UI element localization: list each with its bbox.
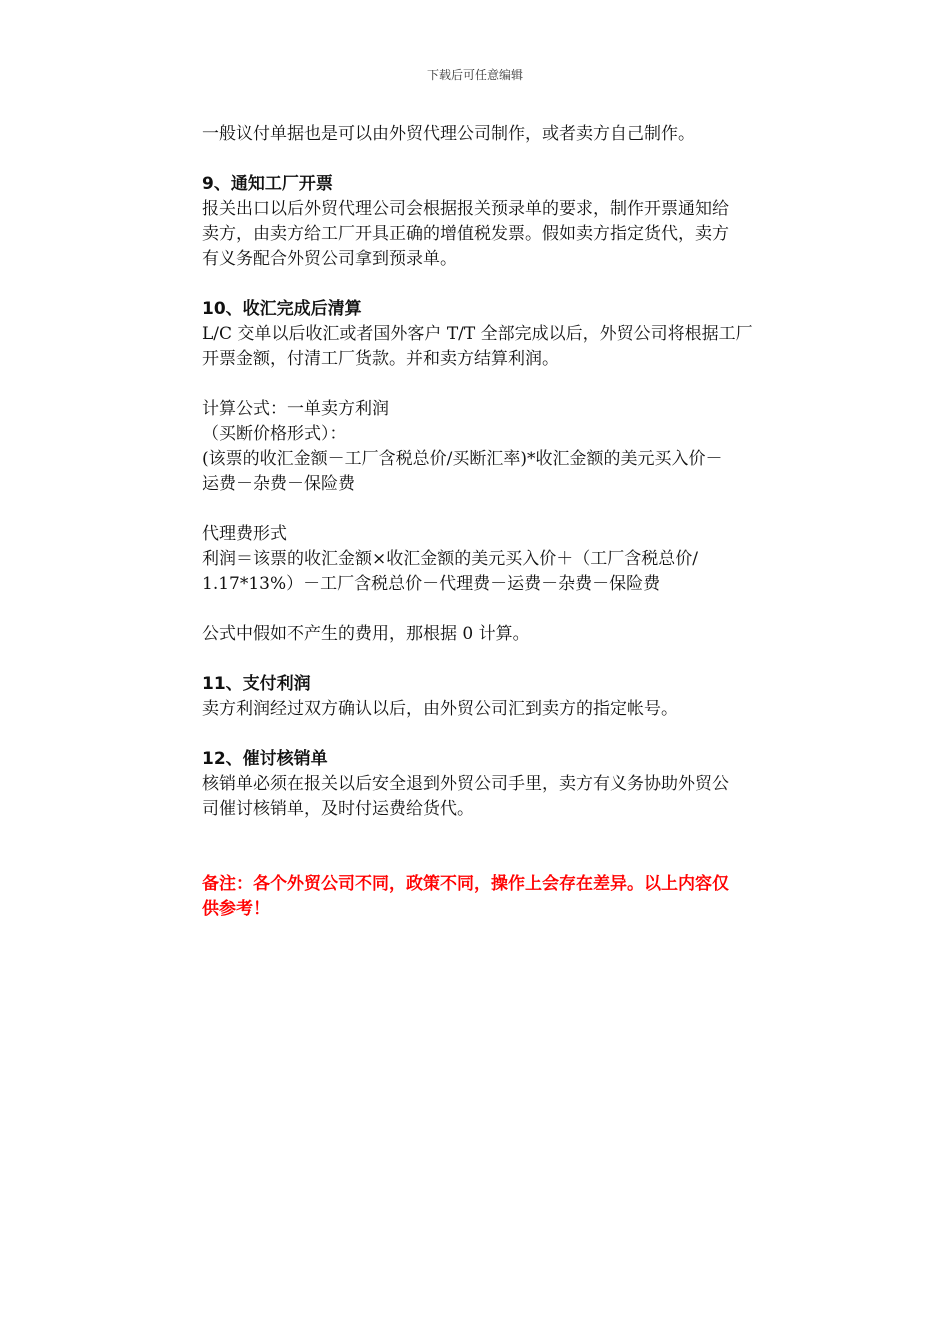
spacer [202, 847, 802, 872]
section-12-line-1: 核销单必须在报关以后安全退到外贸公司手里，卖方有义务协助外贸公 [202, 774, 729, 794]
section-9-heading: 9、通知工厂开票 [202, 174, 333, 194]
spacer [202, 272, 802, 297]
formula-line-1: 计算公式：一单卖方利润 [202, 399, 389, 419]
spacer [202, 822, 802, 847]
zero-cost-note: 公式中假如不产生的费用，那根据 0 计算。 [202, 624, 530, 644]
section-9-line-3: 有义务配合外贸公司拿到预录单。 [202, 249, 457, 269]
spacer [202, 372, 802, 397]
page-header: 下载后可任意编辑 [426, 68, 523, 82]
spacer [202, 147, 802, 172]
section-9-line-2: 卖方，由卖方给工厂开具正确的增值税发票。假如卖方指定货代，卖方 [202, 224, 729, 244]
section-11-heading: 11、支付利润 [202, 674, 311, 694]
section-9-line-1: 报关出口以后外贸代理公司会根据报关预录单的要求，制作开票通知给 [202, 199, 729, 219]
spacer [202, 497, 802, 522]
spacer [202, 722, 802, 747]
document-body [202, 122, 802, 922]
formula-line-2: （买断价格形式）： [202, 424, 347, 444]
formula-line-3: (该票的收汇金额－工厂含税总价/买断汇率)*收汇金额的美元买入价－ [202, 449, 723, 469]
remark-line-1: 备注：各个外贸公司不同，政策不同，操作上会存在差异。以上内容仅 [202, 874, 729, 894]
agency-line-1: 代理费形式 [202, 524, 287, 544]
section-10-line-2: 开票金额，付清工厂货款。并和卖方结算利润。 [202, 349, 559, 369]
spacer [202, 647, 802, 672]
spacer [202, 597, 802, 622]
section-10-heading: 10、收汇完成后清算 [202, 299, 362, 319]
section-10-line-1: L/C 交单以后收汇或者国外客户 T/T 全部完成以后，外贸公司将根据工厂 [202, 324, 753, 344]
intro-paragraph: 一般议付单据也是可以由外贸代理公司制作，或者卖方自己制作。 [202, 124, 695, 144]
section-12-heading: 12、催讨核销单 [202, 749, 328, 769]
section-12-line-2: 司催讨核销单，及时付运费给货代。 [202, 799, 474, 819]
section-11-line-1: 卖方利润经过双方确认以后，由外贸公司汇到卖方的指定帐号。 [202, 699, 678, 719]
remark-line-2: 供参考！ [202, 899, 270, 919]
agency-line-3: 1.17*13%）－工厂含税总价－代理费－运费－杂费－保险费 [202, 574, 661, 594]
formula-line-4: 运费－杂费－保险费 [202, 474, 355, 494]
agency-line-2: 利润＝该票的收汇金额×收汇金额的美元买入价＋（工厂含税总价/ [202, 549, 698, 569]
